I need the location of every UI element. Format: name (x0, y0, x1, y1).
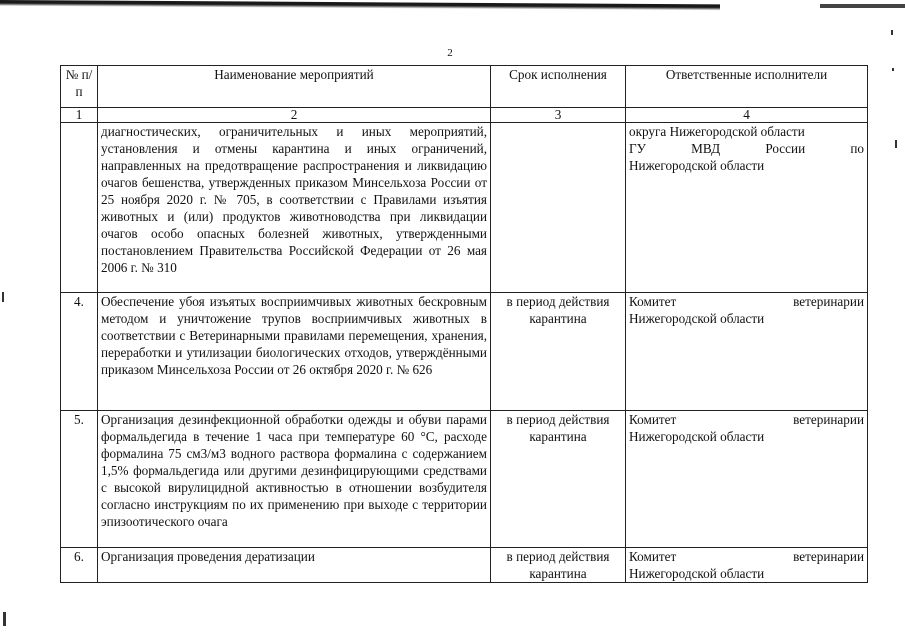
measure-description: диагностических, ограничительных и иных мероприятий, установления и отмены карантина и иных ограничений, направленных на предотвращение распространения и ликвидацию очагов бешенства, утвержденных приказом Минсельхоза России от 25 ноября 2020 г. № 705, в соответствии с Правилами изъятия животных и (или) продуктов животноводства при ликвидации очагов особо опасных болезней животных, утвержденными постановлением Правительства Российской Федерации от 26 мая 2006 г. № 310 (98, 123, 491, 293)
table-header-row (61, 66, 868, 108)
scan-mark (892, 68, 894, 71)
header-name: Наименование мероприятий (98, 66, 491, 108)
column-index: 2 (98, 108, 491, 123)
responsible-line: Нижегородской области (629, 158, 765, 173)
responsible-line: Комитет ветеринарии (629, 294, 864, 309)
measure-description: Обеспечение убоя изъятых восприимчивых животных бескровным методом и уничтожение трупов восприимчивых животных в соответствии с Ветеринарными правилами перемещения, хранения, переработки и утилизации биологических отходов, утверждёнными приказом Минсельхоза России от 26 октября 2020 г. № 626 (98, 293, 491, 411)
row-number: 4. (61, 293, 98, 411)
table-row (61, 123, 868, 293)
header-num: № п/п (61, 66, 98, 108)
term-cell: в период действия карантина (491, 293, 626, 411)
table-row (61, 548, 868, 583)
column-index: 1 (61, 108, 98, 123)
responsible-cell (626, 123, 868, 293)
responsible-line: Нижегородской области (629, 429, 765, 444)
responsible-cell (626, 548, 868, 583)
term-cell: в период действия карантина (491, 411, 626, 548)
column-index: 4 (626, 108, 868, 123)
scan-mark (895, 140, 897, 148)
term-cell: в период действия карантина (491, 548, 626, 583)
scan-edge-top (0, 0, 720, 10)
header-term: Срок исполнения (491, 66, 626, 108)
responsible-line: ГУ МВД России по (629, 141, 864, 156)
scan-mark (2, 292, 4, 302)
measure-description: Организация проведения дератизации (98, 548, 491, 583)
row-number: 6. (61, 548, 98, 583)
row-number: 5. (61, 411, 98, 548)
table-row (61, 293, 868, 411)
responsible-line: Нижегородской области (629, 566, 765, 581)
column-index-row (61, 108, 868, 123)
page-number: 2 (447, 47, 453, 59)
scan-mark (891, 30, 893, 35)
responsible-cell (626, 411, 868, 548)
column-index: 3 (491, 108, 626, 123)
responsible-cell (626, 293, 868, 411)
measure-description: Организация дезинфекционной обработки одежды и обуви парами формальдегида в течение 1 часа при температуре 60 °С, расходе формалина 75 см3/м3 водного раствора формалина с содержанием 1,5% формальдегида или другими дезинфицирующими средствами с высокой вирулицидной активностью в отношении возбудителя согласно инструкциям по их применению при выходе с территории эпизоотического очага (98, 411, 491, 548)
term-cell (491, 123, 626, 293)
scan-mark (3, 612, 6, 626)
measures-table (60, 65, 868, 583)
scan-edge-right (820, 4, 905, 8)
responsible-line: округа Нижегородской области (629, 124, 805, 139)
header-responsible: Ответственные исполнители (626, 66, 868, 108)
responsible-line: Комитет ветеринарии (629, 549, 864, 564)
table-row (61, 411, 868, 548)
row-number (61, 123, 98, 293)
responsible-line: Комитет ветеринарии (629, 412, 864, 427)
responsible-line: Нижегородской области (629, 311, 765, 326)
